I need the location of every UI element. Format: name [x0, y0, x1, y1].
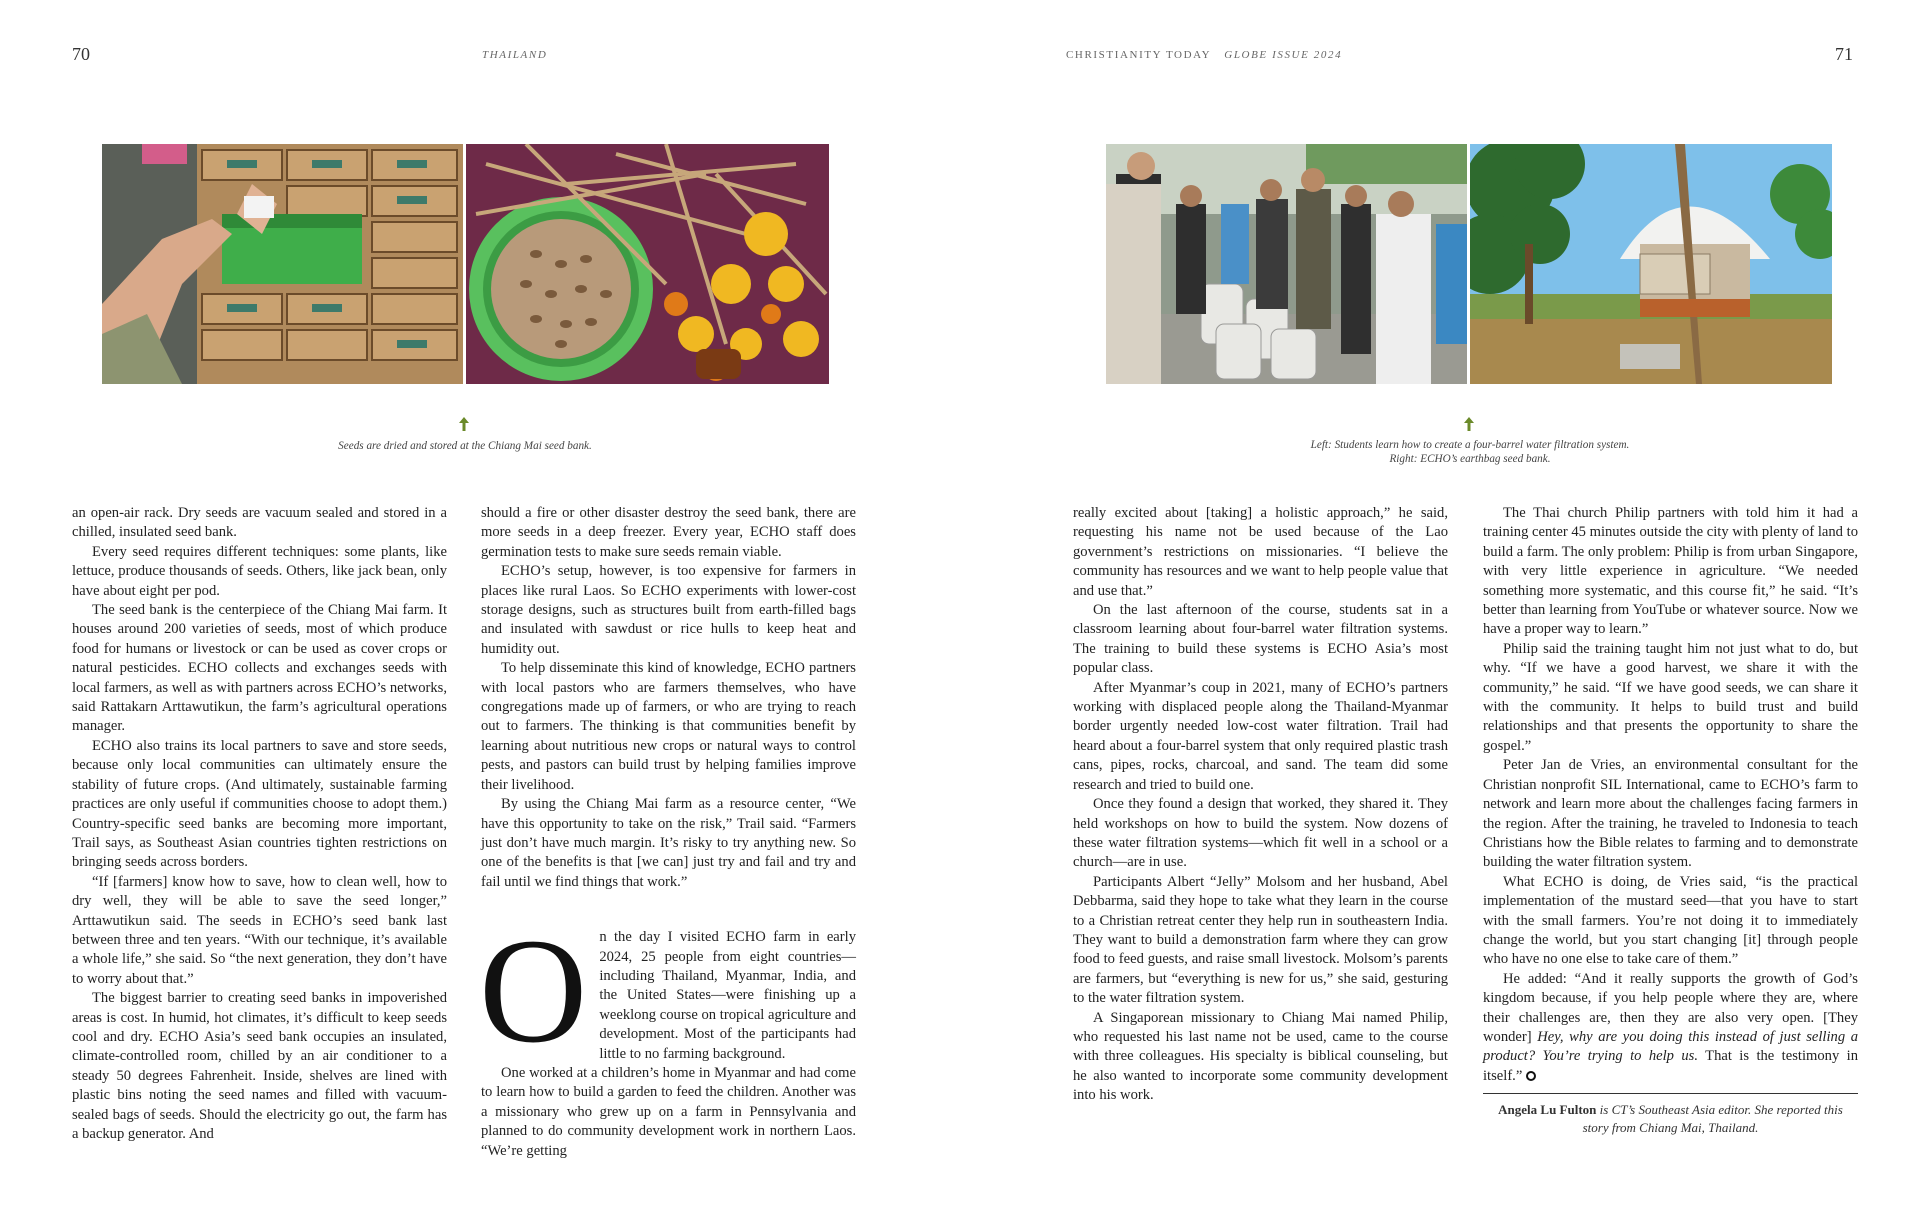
paragraph: Once they found a design that worked, they shared it. They held workshops on how to build the system. Now dozens of these water filtration systems—which fit well in a school or a church—are in use. [1073, 796, 1448, 871]
article-column-1 [72, 504, 447, 1144]
closing-text-end: That is the testimony in itself.” [1483, 1048, 1859, 1084]
photo-earthbag-seed-bank [1470, 144, 1832, 384]
paragraph: “If [farmers] know how to save, how to clean well, how to dry well, they will be able to save the seed longer,” Arttawutikun said. The seeds in ECHO’s seed bank last between three and ten years. “With our technique, it’s available a whole life,” she said. So “the next generation, they don’t have to worry about that.” [72, 873, 447, 987]
paragraph: What ECHO is doing, de Vries said, “is the practical implementation of the mustard seed—that you have to start with the small farmers. You’re not doing it to immediately change the world, but you start changing [it] through people who have no one else to take care of them.” [1483, 873, 1858, 968]
section-opening-paragraph [479, 908, 856, 1075]
closing-italic-quote: Hey, why are you doing this instead of just selling a product? You’re trying to help us. [1483, 1028, 1858, 1065]
paragraph: The seed bank is the centerpiece of the Chiang Mai farm. It houses around 200 varieties of seeds, most of which produce food for humans or livestock or can be used as cover crops or natural pesticides. ECHO collects and exchanges seeds with local farmers, as well as with partners across ECHO’s networks, said Rattakarn Arttawutikun, the farm’s agricultural operations manager. [72, 602, 447, 735]
photo-students-filtration [1106, 144, 1467, 384]
author-name: Angela Lu Fulton [1498, 1102, 1597, 1117]
paragraph: really excited about [taking] a holistic approach,” he said, requesting his name not be used because of the Lao government’s restrictions on missionaries. “I believe the community has resources and we want to help people value that and use that.” [1073, 505, 1448, 599]
paragraph: A Singaporean missionary to Chiang Mai named Philip, who requested his last name not be used, came to the course with three colleagues. His specialty is biblical counseling, but he also wanted to incorporate some community development into his work. [1073, 1009, 1448, 1104]
paragraph: By using the Chiang Mai farm as a resource center, “We have this opportunity to take on the risk,” Trail said. “Farmers just don’t have much margin. It’s risky to try anything new. So one of the benefits is that [we can] just try and fail and try and fail until we find things that work.” [481, 796, 856, 890]
paragraph: The Thai church Philip partners with told him it had a training center 45 minutes outside the city with plenty of land to build a farm. The only problem: Philip is from urban Singapore, with very little experience in agriculture. “We needed something more systematic, and this course fit,” he said. “It’s better than learning from YouTube or whatever source. Now we have a proper way to learn.” [1483, 505, 1858, 638]
caption-up-arrow-icon [1464, 417, 1474, 431]
paragraph: Participants Albert “Jelly” Molsom and her husband, Abel Debbarma, said they hope to take what they learn in the course to a Christian retreat center they help run in southeastern India. They want to build a demonstration farm where they can grow food to feed guests, and raise small livestock. Molsom’s parents are farmers, but “everything is new for us,” she said, gesturing to the water filtration system. [1073, 873, 1448, 1007]
caption-up-arrow-icon [459, 417, 469, 431]
author-bio-line-1 [1483, 1101, 1858, 1119]
author-bio [1483, 1101, 1858, 1137]
caption-right-line-1: Left: Students learn how to create a four-barrel water filtration system. [1310, 439, 1630, 451]
caption-right [1240, 438, 1700, 466]
paragraph: Philip said the training taught him not just what to do, but why. “If we have a good harvest, we share it with the community,” he said. “If we have good seeds, we can share it with the community. It helps to build trust and build relationships and that presents the opportunity to share the gospel.” [1483, 640, 1858, 754]
paragraph: should a fire or other disaster destroy the seed bank, there are more seeds in a deep freezer. Every year, ECHO staff does germination tests to make sure seeds remain viable. [481, 505, 856, 560]
left-running-head: THAILAND [482, 49, 548, 61]
article-column-2 [481, 504, 856, 1161]
caption-left: Seeds are dried and stored at the Chiang Mai seed bank. [338, 440, 592, 452]
paragraph: ECHO also trains its local partners to save and store seeds, because only local communities can ultimately ensure the stability of future crops. (And ultimately, sustainable farming practices are only useful if communities choose to adopt them.) Country-specific seed banks are becoming more important, Trail says, as Southeast Asian countries tighten restrictions on bringing seeds across borders. [72, 737, 447, 871]
issue-name: GLOBE ISSUE 2024 [1224, 49, 1343, 61]
author-bio-line-2 [1483, 1119, 1858, 1137]
caption-right-line-2: Right: ECHO’s earthbag seed bank. [1389, 453, 1551, 465]
drop-cap: O [479, 908, 588, 1075]
right-running-head [1066, 49, 1342, 61]
author-bio-text-2: story from Chiang Mai, Thailand. [1582, 1120, 1759, 1135]
right-page-number: 71 [1835, 44, 1853, 64]
article-column-3 [1073, 504, 1448, 1106]
paragraph: One worked at a children’s home in Myanmar and had come to learn how to build a garden to feed the children. Another was a missionary who grew up on a farm in Pennsylvania and planned to do community development work in northern Laos. “We’re getting [481, 1064, 856, 1159]
section-opening-text: n the day I visited ECHO farm in early 2024, 25 people from eight countries—including Thailand, Myanmar, India, and the United States—were finishing up a weeklong course on tropical agriculture and development. Most of the participants had little to no farming background. [599, 929, 856, 1062]
paragraph: Peter Jan de Vries, an environmental consultant for the Christian nonprofit SIL International, came to ECHO’s farm to network and learn more about the challenges facing farmers in the region. After the training, he traveled to Indonesia to teach Christians how the Bible relates to farming and to demonstrate building the water filtration system. [1483, 757, 1858, 871]
paragraph: The biggest barrier to creating seed banks in impoverished areas is cost. In humid, hot climates, it’s difficult to keep seeds cool and dry. ECHO Asia’s seed bank occupies an insulated, climate-controlled room, chilled by an air conditioner to a steady 50 degrees Fahrenheit. Inside, shelves are lined with plastic bins noting the seed names and filled with vacuum-sealed bags of seeds. Should the electricity go out, the farm has a backup generator. And [72, 990, 447, 1142]
paragraph: ECHO’s setup, however, is too expensive for farmers in places like rural Laos. So ECHO experiments with lower-cost storage designs, such as structures built from earth-filled bags and insulated with sawdust or rice hulls to keep heat and humidity out. [481, 563, 856, 657]
left-page-number: 70 [72, 44, 90, 64]
author-bio-text-1: is CT’s Southeast Asia editor. She reported this [1599, 1102, 1843, 1117]
article-column-4 [1483, 504, 1858, 1086]
closing-paragraph [1483, 970, 1858, 1086]
photo-seed-drawers [102, 144, 463, 384]
paragraph: After Myanmar’s coup in 2021, many of ECHO’s partners working with displaced people along the Thailand-Myanmar border urgently needed low-cost water filtration. Trail had heard about a four-barrel system that only required plastic trash cans, pipes, rocks, charcoal, and sand. The team did some research and tried to build one. [1073, 679, 1448, 793]
end-mark-icon [1526, 1071, 1536, 1081]
paragraph: Every seed requires different techniques: some plants, like lettuce, produce thousands of seeds. Others, like jack bean, only have about eight per pod. [72, 543, 447, 599]
paragraph: To help disseminate this kind of knowledge, ECHO partners with local pastors who are farmers themselves, who have congregations made up of farmers, or who are trying to reach out to farmers. The thinking is that communities benefit by learning about nutritious new crops or natural ways to control pests, and pastors can build trust by helping families improve their livelihood. [481, 660, 856, 793]
photo-beans-basket [466, 144, 829, 384]
bio-divider [1483, 1093, 1858, 1094]
publication-name: CHRISTIANITY TODAY [1066, 49, 1212, 61]
paragraph: On the last afternoon of the course, students sat in a classroom learning about four-barrel water filtration systems. The training to build these systems is ECHO Asia’s most popular class. [1073, 602, 1448, 677]
paragraph: an open-air rack. Dry seeds are vacuum sealed and stored in a chilled, insulated seed bank. [72, 505, 447, 541]
closing-text: He added: “And it really supports the growth of God’s kingdom because, if you help people where they are, where their challenges are, then they are also very open. [They wonder] [1483, 970, 1858, 1045]
